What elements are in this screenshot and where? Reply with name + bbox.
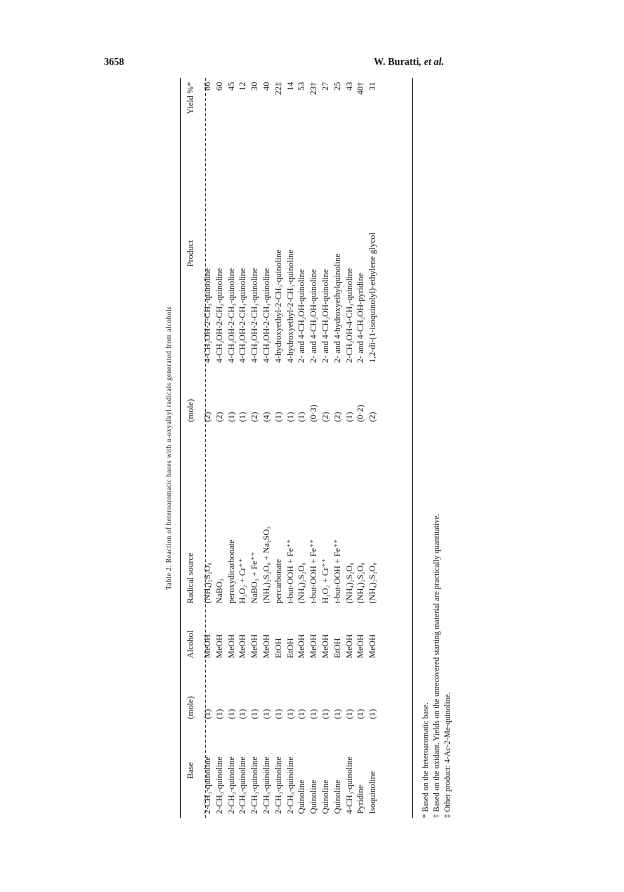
cell-radical-source: (NH₄)₂S₂O₈ [343,562,354,604]
table-row [285,78,297,818]
cell-radical-mole: (1) [272,411,283,422]
cell-radical-mole: (0·3) [308,404,319,422]
cell-yield: 43 [343,82,354,91]
cell-base-mole: (1) [249,709,260,720]
cell-base: 2-CH₃-quinoline [260,756,271,814]
cell-radical-mole: (2) [331,411,342,422]
cell-product: 1,2-di-(1-isoquinolyl)-ethylene glycol [367,232,378,363]
cell-radical-mole: (1) [225,411,236,422]
results-table [180,78,379,818]
col-header-yield: Yield %* [185,82,195,115]
cell-base-mole: (1) [343,709,354,720]
table-row [320,78,332,818]
cell-base-mole: (1) [331,709,342,720]
cell-product: 4-CH₂OH-2-CH₃-quinoline [225,268,236,363]
cell-alcohol: EtOH [331,638,342,659]
cell-base-mole: (1) [296,709,307,720]
cell-radical-mole: (2) [249,411,260,422]
table-footnotes [420,78,453,818]
table-bottom-rule [412,78,413,818]
cell-base: 2-CH₃-quinoline [202,756,212,814]
cell-base: 2-CH₃-quinoline [284,756,295,814]
cell-base-mole: (1) [367,709,378,720]
footnote: ‡ Other product: 4-Ac-2-Me-quinoline. [443,692,452,818]
page-number: 3658 [104,57,124,68]
col-header-alcohol: Alcohol [185,630,195,659]
cell-yield: 12 [237,82,248,91]
cell-product: 4-CH₂OH-2-CH₃-quinoline [249,268,260,363]
cell-base: 2-CH₃-quinoline [249,756,260,814]
cell-radical-source: peroxydicarbonate [225,539,236,604]
cell-yield: 30 [249,82,260,91]
cell-radical-mole: (1) [237,411,248,422]
cell-product: 2- and 4-CH₂OH-quinoline [319,269,330,363]
cell-yield: 53 [296,82,307,91]
col-header-product: Product [185,240,195,267]
cell-radical-mole: (1) [343,411,354,422]
table-row [355,78,367,818]
table-caption: Table 2. Reaction of heteroaromatic bases with α-oxyalkyl radicals generated from alcohols [165,306,173,590]
cell-radical-mole: (2) [202,411,212,422]
cell-product: 2- and 4-CH₂OH-quinoline [308,269,319,363]
cell-yield: 25 [331,82,342,91]
cell-radical-source: H₂O₂ + Cr⁺⁺ [319,558,330,604]
cell-radical-mole: (2) [213,411,224,422]
cell-product: 4-hydroxyethyl-2-CH₃-quinoline [272,249,283,363]
table-header-row [180,78,202,818]
et-al: , et al. [419,57,444,68]
cell-alcohol: MeOH [249,634,260,659]
cell-yield: 40 [260,82,271,91]
cell-alcohol: MeOH [367,634,378,659]
col-header-mole: (mole) [185,399,195,422]
cell-yield: 60 [213,82,224,91]
col-header-mole: (mole) [185,696,195,720]
cell-base: 2-CH₃-quinoline [272,756,283,814]
cell-base-mole: (1) [308,709,319,720]
cell-product: 4-CH₂OH-2-CH₃-quinoline [213,268,224,363]
table-row [226,78,238,818]
cell-radical-source: (NH₄)₂S₂O₈ [202,562,212,604]
cell-alcohol: MeOH [202,634,212,659]
cell-radical-source: percarbonate [272,559,283,604]
cell-yield: 45 [225,82,236,91]
cell-alcohol: MeOH [296,634,307,659]
cell-alcohol: EtOH [272,638,283,659]
cell-base: Quinoline [319,779,330,814]
cell-radical-source: (NH₄)₂S₂O₈ + Na₂SO₃ [260,526,271,604]
cell-alcohol: MeOH [260,634,271,659]
cell-radical-source: (NH₄)₂S₂O₈ [367,562,378,604]
cell-radical-source: NaBO₃ [213,578,224,604]
cell-base-mole: (1) [284,709,295,720]
cell-alcohol: MeOH [319,634,330,659]
cell-base: Isoquinoline [367,771,378,814]
cell-base-mole: (1) [237,709,248,720]
table-row [214,78,226,818]
cell-yield: 22‡ [272,82,283,95]
col-header-base: Base [185,762,195,779]
footnote: * Based on the heteroaromatic base. [421,702,430,818]
cell-yield: 23† [308,82,319,95]
running-header-authors [374,57,444,68]
cell-radical-source: t-but-OOH + Fe⁺⁺ [308,538,319,604]
cell-yield: 31 [367,82,378,91]
cell-base: Quinoline [296,779,307,814]
cell-product: 2- and 4-CH₂OH-pyridine [355,272,366,363]
table-row [344,78,356,818]
cell-yield: 14 [284,82,295,91]
cell-base-mole: (1) [260,709,271,720]
cell-radical-source: (NH₄)₂S₂O₈ [296,562,307,604]
table-row [308,78,320,818]
cell-radical-mole: (1) [284,411,295,422]
cell-yield: 27 [319,82,330,91]
cell-product: 4-CH₂OH-2-CH₃-quinoline [237,268,248,363]
footnote: † Based on the oxidant. Yields on the unrecovered starting material are practically quantitative. [432,513,441,818]
cell-alcohol: MeOH [237,634,248,659]
cell-base: 2-CH₃-quinoline [213,756,224,814]
cell-radical-mole: (0·2) [355,404,366,422]
cell-product: 4-hydroxyethyl-2-CH₃-quinoline [284,249,295,363]
cell-alcohol: MeOH [355,634,366,659]
cell-radical-source: NaBO₃ + Fe⁺⁺ [249,551,260,604]
cell-base: 4-CH₃-quinoline [343,756,354,814]
cell-alcohol: MeOH [213,634,224,659]
cell-base-mole: (1) [202,709,212,720]
col-header-radical-source: Radical source [185,552,195,604]
table-row [202,78,214,818]
cell-radical-source: t-but-OOH + Fe⁺⁺ [284,538,295,604]
table-row [332,78,344,818]
cell-product: 4-CH₂OH-2-CH₃-quinoline [260,268,271,363]
table-body [202,78,379,818]
cell-radical-source: H₂O₂ + Cr⁺⁺ [237,558,248,604]
rotated-table-block [150,68,470,828]
cell-base-mole: (1) [319,709,330,720]
cell-base: Quinoline [331,779,342,814]
cell-product: 4-CH₂OH-2-CH₃-quinoline [202,268,212,363]
cell-radical-source: t-but-OOH + Fe⁺⁺ [331,538,342,604]
cell-alcohol: EtOH [284,638,295,659]
cell-radical-mole: (1) [296,411,307,422]
cell-base-mole: (1) [213,709,224,720]
cell-base: Quinoline [308,779,319,814]
cell-base: Pyridine [355,784,366,814]
cell-base-mole: (1) [225,709,236,720]
cell-base-mole: (1) [272,709,283,720]
table-row [296,78,308,818]
table-row [367,78,379,818]
cell-alcohol: MeOH [343,634,354,659]
cell-alcohol: MeOH [308,634,319,659]
cell-radical-mole: (2) [367,411,378,422]
cell-base: 2-CH₃-quinoline [237,756,248,814]
cell-yield: 86 [202,82,212,91]
cell-yield: 40† [355,82,366,95]
cell-alcohol: MeOH [225,634,236,659]
cell-base-mole: (1) [355,709,366,720]
author-name: W. Buratti [373,57,419,68]
table-row [249,78,261,818]
cell-base: 2-CH₃-quinoline [225,756,236,814]
cell-radical-mole: (4) [260,411,271,422]
table-row [273,78,285,818]
cell-radical-mole: (2) [319,411,330,422]
cell-radical-source: (NH₄)₂S₂O₈ [355,562,366,604]
cell-product: 2- and 4-CH₂OH-quinoline [296,269,307,363]
table-row [261,78,273,818]
cell-product: 2-CH₂OH-4-CH₃-quinoline [343,268,354,363]
table-row [237,78,249,818]
cell-product: 2- and 4-hydroxyethylquinoline [331,253,342,363]
